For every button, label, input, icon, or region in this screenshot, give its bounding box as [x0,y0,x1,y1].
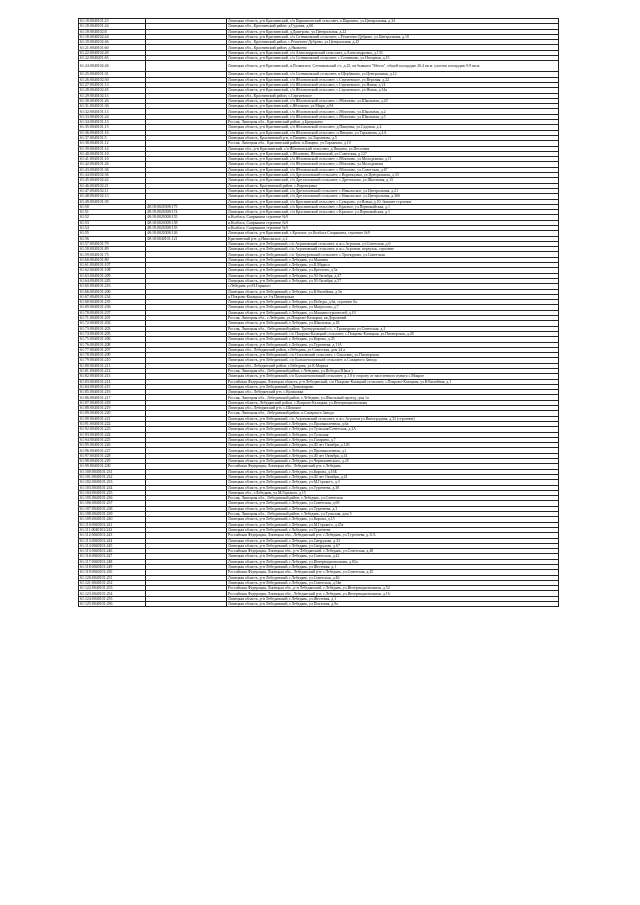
address-cell: Липецкая область, р-н Краснинский, с/п Яблоновский сельсовет, с.Сергиевское, ул.Новая, д.34а [227,88,559,93]
cadastral-number-cell: 61:91:0040101:222 [79,421,146,426]
address-cell: Липецкая область, р-н Лебедянский, г.Лебедянь, ул.Кирова, д.35 [227,337,559,342]
cadastral-number-cell: 61:47:0040102:11 [79,188,146,193]
cadastral-number-cell: 61:80:0040101:211 [79,363,146,368]
cadastral-number-cell: 61:49:0040101:39 [79,199,146,204]
cadastral-number-cell: 61:118:0040101:249 [79,564,146,569]
cadastral-number-cell: 61:48:0040102:13 [79,194,146,199]
cadastral-number-cell: 61:56 [79,236,146,241]
cadastral-number-cell: 61:107:0040101:238 [79,506,146,511]
cadastral-number-cell: 61:113:0040101:244 [79,538,146,543]
cadastral-number-cell: 61:121:0040101:252 [79,580,146,585]
address-cell: Липецкая обл., Лебедянский район, г.Лебедянь, ул.К.Маркса [227,363,559,368]
cadastral-number-cell: 61:65:0040101:216 [79,284,146,289]
cadastral-number-cell: 61:116:0040101:247 [79,554,146,559]
cadastral-number-cell: 61:39:0040101:14 [79,146,146,151]
cadastral-number-cell: 61:105:0040101:236 [79,496,146,501]
cadastral-number-cell: 61:22:0040102:49 [79,50,146,55]
address-cell: Липецкая область, р-н Лебедянский, г.Лебедянь, ул.Тургенева, д.3 [227,506,559,511]
table-row [79,602,559,607]
address-cell: Липецкая область, р-н Краснинский, с/п Дрезгаловский сельсовет, с.Дрезгалово, ул.Школьная, д.15 [227,178,559,183]
address-cell: Липецкая область, р-н Краснинский, с/п Дрезгаловский сельсовет, с.Никольское, ул.Центральная, д.21 [227,188,559,193]
address-cell: Липецкая область, р-н Лебедянский, г.Лебедянь, ул.Кирова, д.15 [227,517,559,522]
address-cell: Липецкая область, р-н Краснинский, с.Красное, ул.Колбаса Сапрыкина, строение №9 [227,231,559,236]
address-cell: Липецкая область, р-н Лебедянский, с/п Большепоповский сельсовет, д.1.0 в сторону от населенного пункта с.Мокрое [227,374,559,379]
address-cell: Липецкая область, р-н Краснинский, с/п Дрезгаловский сельсовет, с.Никольское, ул.Центральная, д.36б [227,194,559,199]
address-cell: Российская Федерация, Липецкая область, р-н Лебедянский, с/п Покрово-Казацкий сельсовет, с.Покрово-Казацкая, ул.Юбилейная, д.1 [227,379,559,384]
address-cell: Липецкая область, р-н Лебедянский, г.Лебедянь, ул.Юбилейная, д.5в [227,289,559,294]
address-cell: г.Лебедянь ул.М.Горького [227,284,559,289]
cadastral-number-cell: 61:25:0040101:31 [79,72,146,77]
address-cell: Липецкая область, р-н Лебедянский, г.Лебедянь, ул.Советская, д.42 [227,554,559,559]
address-cell: Липецкая область, р-н Лебедянский, г.Лебедянь, ул.Победы, д.6а, строение 6а [227,300,559,305]
address-cell: Липецкая область, р-н Лебедянский, с.Доможирово [227,384,559,389]
cadastral-number-cell: 61:100:0040101:231 [79,469,146,474]
address-cell: Липецкая область, Краснинский район, с.Воронцовка [227,183,559,188]
cadastral-number-cell: 61:24:0040102:26 [79,61,146,72]
address-cell: Липецкая область, р-н Лебедянский, г.Лебедянь, ул.Тургенева, д.38 [227,485,559,490]
cadastral-number-cell: 61:30:0040101:26 [79,98,146,103]
address-cell: Липецкая обл., Лебедянский район, г.Лебедянь, ул.Советская, дом 24 а [227,347,559,352]
address-cell: Липецкая область, р-н Лебедянский, г.Лебедянь, ул.Советская, д.69 [227,501,559,506]
cadastral-number-cell: 61:83:0040101:214 [79,379,146,384]
address-cell: п.Покрово-Казацкая, ул.1-я Пионерская [227,294,559,299]
address-cell: Липецкая область, р-н Лебедянский, г.Лебедянь, ул.Машиностроителей, д.10 [227,310,559,315]
address-cell: Липецкая область, р-н Лебедянский, с/п Агроновский сельсовет, п.ж.с.Агроном, переулок, строение [227,247,559,252]
cadastral-number-cell: 61:119:0040101:250 [79,570,146,575]
address-cell: Липецкая область, р-н Лебедянский, г.Лебедянь, ул.Свердлова, д.67 [227,543,559,548]
cadastral-number-cell: 61:54 [79,225,146,230]
address-cell: Липецкая область, р-н Лебедянский, г.Лебедянь, ул.Машина [227,257,559,262]
cadastral-number-cell: 61:35:0040101:15 [79,125,146,130]
address-cell: Российская Федерация, Липецкая обл., Лебедянский р-н, г.Лебедянь [227,464,559,469]
parcel-number-cell: 48:18:0020308:158 [146,220,227,225]
cadastral-number-cell: 61:37:0040101:5 [79,135,146,140]
cadastral-number-cell: 61:22:0040201:65 [79,56,146,61]
cadastral-number-cell: 61:79:0040101:210 [79,358,146,363]
address-cell: Липецкая область, р-н Краснинский, с/п Краснинский сельсовет, с.Суворово, ул.Новая, д.10, бывшее строение [227,199,559,204]
address-cell: Липецкая область, р-н Краснинский, с/п Александровский сельсовет, д.Александровка, д.133 [227,50,559,55]
address-cell: Липецкая область, р-н Краснинский, с/п Краснинский сельсовет, с.Красное, ул.Первомайская, д.1 [227,210,559,215]
address-cell: Краснинский р-н, д.Никольское, д.2 [227,236,559,241]
address-cell: Липецкая область, р-н Лебедянский, г.Лебедянь, ул.Жестевая, д.1 [227,596,559,601]
address-cell: Липецкая область, р-н Лебедянский, г.Лебедянь, ул.Интернациональная, д.82а [227,559,559,564]
address-cell: Липецкая область, р-н Лебедянский, с/п Агроновский сельсовет, п.ж.с.Агроном ул.Виноградная, д.32 (строение) [227,416,559,421]
cadastral-number-cell: 61:55 [79,231,146,236]
address-cell: Липецкая обл., Краснинский район, д.Гудовка, д.60 [227,24,559,29]
cadastral-number-cell: 61:108:0040101:239 [79,512,146,517]
address-cell: Липецкая область, р-н Краснинский, с/п Краснинский сельсовет, с.Красное, ул.Первомайская, д.1 [227,204,559,209]
cadastral-number-cell: 61:84:0040101:215 [79,384,146,389]
address-cell: Российская Федерация, Липецкая обл., Лебедянский р-н, г.Лебедянь, ул.Интернациональная, д.16 [227,591,559,596]
address-cell: Липецкая область, р-н Лебедянский, г.Лебедянь, ул.Матросова, д.7 [227,305,559,310]
cadastral-number-cell: 61:46:0040102:21 [79,183,146,188]
registry-rows [79,19,559,607]
address-cell: Липецкая область, р-н Краснинский, с/п Яблоновский сельсовет, с.Яблоново, ул.Школьная, д.20 [227,98,559,103]
cadastral-number-cell: 61:57:0040101:79 [79,241,146,246]
cadastral-number-cell: 61:52 [79,215,146,220]
cadastral-number-cell: 61:18:0040102:8 [79,29,146,34]
cadastral-number-cell: 61:18:0040102:46 [79,40,146,45]
address-cell: Россия, Липецкая обл., Лебедянский район, г.Лебедянь, ул.Советская [227,496,559,501]
cadastral-number-cell: 61:27:0040101:13 [79,82,146,87]
cadastral-number-cell: 61:103:0040101:234 [79,485,146,490]
address-cell: Россия, Липецкая обл., Лебедянский район, п.Сахарного Завода [227,411,559,416]
cadastral-number-cell: 61:89:0040101:220 [79,411,146,416]
address-cell: Россия, Липецкая обл., Краснинский район, д.Бредихино [227,120,559,125]
address-cell: Липецкая область, р-н Лебедянский, г.Лебедянь, ул.Промышленная, д.1 [227,448,559,453]
cadastral-number-cell: 61:112:0040101:243 [79,533,146,538]
address-cell: п.Колбаса, Сапрыкина строение №9 [227,225,559,230]
cadastral-number-cell: 61:66:0040101:206 [79,289,146,294]
cadastral-number-cell: 61:87:0040101:218 [79,400,146,405]
address-cell: Липецкая обл., Лебедянский р-н, с.Куликовка [227,390,559,395]
address-cell: Липецкая область, р-н Лебедянский, г.Лебедянь, ул.Советская, д.54в [227,580,559,585]
cadastral-number-cell: 61:101:0040101:232 [79,474,146,479]
address-cell: Липецкая обл., Краснинский район, с.Решетово-Дуброво, ул.Центральная, д.25 [227,40,559,45]
address-cell: Липецкая область, р-н Лебедянский, с/п Ольховский сельсовет, с.Ольховец, ул.Пионерская [227,353,559,358]
address-cell: Липецкая область, Лебедянский район, с.Покрово-Казацкая, ул.Интернациональная [227,400,559,405]
address-cell: Липецкая область, р-н Лебедянский, с/п Троекуровский сельсовет, с.Троекурово, ул.Советская [227,252,559,257]
address-cell: Липецкая область, р-н Лебедянский, г.Лебедянь, ул.Кирова, д.16Б [227,469,559,474]
address-cell: Липецкая область, р-н Краснинский, с/п Дрезгаловский сельсовет, с.Воронцовка, ул.Центральная, д.33 [227,173,559,178]
address-cell: Липецкая область, р-н Лебедянский, г.Лебедянь, ул.Тургенева, д.11А [227,342,559,347]
address-cell: Липецкая область, р-н Лебедянский, г.Лебедянь, ул.Почтовая, д.9а [227,602,559,607]
address-cell: Липецкая область, р-н Лебедянский, г.Лебедянь, ул.40 лет Октября, д.41 [227,474,559,479]
cadastral-number-cell: 61:111:0040101:242 [79,527,146,532]
cadastral-number-cell: 61:76:0040101:208 [79,342,146,347]
address-cell: Липецкая обл., Краснинский район, д.Яковлево [227,45,559,50]
table-row [79,61,559,72]
cadastral-number-cell: 61:50 [79,204,146,209]
cadastral-number-cell: 61:43:0040101:36 [79,167,146,172]
cadastral-number-cell: 61:59:0040101:75 [79,252,146,257]
cadastral-number-cell: 61:41:0040101:16 [79,157,146,162]
address-cell: Липецкая область, р-н Краснинский, с.Яблоново, Яблоновский, ул.Советская, д.127 [227,151,559,156]
address-cell: Липецкая область, р-н Лебедянский, г.Лебедянь, ул.Тульская/Советская, д.2А [227,427,559,432]
cadastral-number-cell: 61:77:0040101:207 [79,347,146,352]
cadastral-number-cell: 61:109:0040101:240 [79,517,146,522]
address-cell: Липецкая область, р-н Лебедянский, г.Лебедянь, ул.Чернышевского, д.25 [227,459,559,464]
address-cell: Россия, Липецкая обл., Краснинский район, п.Пищево, ул.Тарханова, д.10 [227,141,559,146]
address-cell: Липецкая область, р-н Краснинский, с/п Яблоновский сельсовет, д.Пищевка, ул.Садовая, д.2 [227,125,559,130]
cadastral-number-cell: 61:75:0040101:206 [79,337,146,342]
address-cell: Липецкая область, р-н Краснинский, с/п Яблоновский сельсовет, с.Яблоново, ул.Школьная, д.5 [227,114,559,119]
address-cell: Липецкая область, р-н Лебедянский, г.Лебедянь, ул.40 лет Октября, д.126 [227,443,559,448]
cadastral-number-cell: 61:90:0040101:221 [79,416,146,421]
cadastral-number-cell: 61:93:0040101:224 [79,432,146,437]
cadastral-number-cell: 61:117:0040101:248 [79,559,146,564]
address-cell: Липецкая область, р-н Лебедянский, г.Лебедянь, ул.Советская, д.46 [227,575,559,580]
cadastral-number-cell: 61:97:0040101:228 [79,453,146,458]
address-cell: Липецкая область, р-н Краснинский, с/п Яблоновский сельсовет, с.Сергиевское, ул.Верхняя, д.22 [227,77,559,82]
cadastral-number-cell: 61:18:0040102:44 [79,34,146,39]
address-cell: Российская Федерация, Липецкая обл., р-н Лебедянский, г.Лебедянь, ул.Интернациональная, д.52 [227,586,559,591]
address-cell: Липецкая область, р-н Лебедянский, г.Лебедянь, ул.Свердлова, д.33 [227,538,559,543]
cadastral-number-cell: 61:120:0040101:251 [79,575,146,580]
cadastral-number-cell: 61:42:0040101:26 [79,162,146,167]
cadastral-number-cell: 61:95:0040101:226 [79,443,146,448]
address-cell: Липецкая область, р-н Краснинский, с/п Яблоновский сельсовет, с.Яблоново, ул.Советская, д.67 [227,167,559,172]
cadastral-number-cell: 61:125:0040101:256 [79,602,146,607]
cadastral-number-cell: 61:40:0040101:10 [79,151,146,156]
address-cell: Липецкая область, р-н Лебедянский, г.Лебедянь, ул.К.Маркса [227,263,559,268]
cadastral-number-cell: 61:72:0040101:202 [79,321,146,326]
parcel-number-cell: 48:18:0020308:155 [146,215,227,220]
cadastral-number-cell: 61:61:0040101:107 [79,263,146,268]
address-cell: Липецкая область, р-н Лебедянский, г.Лебедянь, ул.Школьная, д.18 [227,321,559,326]
address-cell: Липецкая область, р-н Лебедянский, г.Лебедянь, ул.Жестевая, д.1 [227,564,559,569]
cadastral-number-cell: 61:45:0040102:42 [79,178,146,183]
registry-table [78,18,559,607]
address-cell: Липецкая область, р-н Лебедянский, г.Лебедянь, ул.50 Октября, д.57 [227,278,559,283]
cadastral-number-cell: 61:92:0040101:223 [79,427,146,432]
address-cell: Российская Федерация, Липецкая обл., р-н Лебедянский, г.Лебедянь, ул.Советская, д.48 [227,549,559,554]
address-cell: Россия, Липецкая обл., г.Лебедянь, ул.Покрово-Казацкая, кв.Дорожный [227,316,559,321]
address-cell: Российская Федерация, Липецкая обл., Лебедянский р-н, г.Лебедянь, ул.Советская, д.45 [227,570,559,575]
cadastral-number-cell: 61:53 [79,220,146,225]
address-cell: Липецкая область, р-н Краснинский, с/п Яблоновский сельсовет, с.Яблоново, ул.Молодежная, д.11 [227,157,559,162]
cadastral-number-cell: 61:71:0040101:201 [79,316,146,321]
address-cell: Липецкая область, р-н Краснинский, с/п Паршиновский сельсовет, п.Паршино, ул.Центральная, д.34 [227,19,559,24]
address-cell: Липецкая область, р-н Краснинский, с/п Яблоновский сельсовет, с.Яблоново, ул.Молодежная [227,162,559,167]
cadastral-number-cell: 61:81:0040101:212 [79,369,146,374]
address-cell: Липецкая обл., г.Лебедянь, ул.М.Горького, д.15 [227,490,559,495]
address-cell: Липецкая область, р-н Краснинский, с/п Яблоновский сельсовет, с.Яблоново, ул.Школьная, д.2 [227,109,559,114]
address-cell: Липецкая область, р-н Краснинский, с/п Яблоновский сельсовет, п.Пищево, ул.Тарханова, д.4А [227,130,559,135]
cadastral-number-cell: 61:32:0040101:13 [79,109,146,114]
address-cell: Липецкая область, р-н Краснинский, с/п Яблоновский сельсовет, с.Сергиевское, ул.Новая, д.14 [227,82,559,87]
address-cell: Липецкая область, р-н Лебедянский, с/п Агроновский сельсовет, п.ж.с.Агроном, ул.Советская, д.6 [227,241,559,246]
parcel-number-cell: 48:18:0020308:175 [146,204,227,209]
address-cell: п.Колбаса, Сапрыкина строение №9 [227,220,559,225]
address-cell: Российская Федерация, Липецкая обл., Лебедянский р-н, г.Лебедянь, ул.Тургенева, д.11А [227,533,559,538]
cadastral-number-cell: 61:26:0040102:30 [79,77,146,82]
cadastral-number-cell: 61:85:0040101:216 [79,390,146,395]
address-cell: Липецкая область, р-н Краснинский, с.Яблоново, ул.Мира, д.94 [227,104,559,109]
parcel-number-cell: 48:18:0020308:126 [146,231,227,236]
cadastral-number-cell: 61:115:0040101:246 [79,549,146,554]
address-cell: Липецкая область, р-н Лебедянский, г.Лебедянь, ул.М.Горького, д.25а [227,522,559,527]
cadastral-number-cell: 61:34:0040101:15 [79,120,146,125]
cadastral-number-cell: 61:58:0040101:89 [79,247,146,252]
address-cell: Липецкая область, р-н Лебедянский, г.Лебедянь, ул.50 Октября, д.47 [227,273,559,278]
document-page [78,18,558,607]
cadastral-number-cell: 61:29:0040102:13 [79,93,146,98]
address-cell: Липецкая область, р-н Краснинский, п.Полянское, Сотниковский с/с, д.25, на бывшем "Мечта", общей площадью 26,4 кв.м. участок площадью 9,9 кв.м. [227,61,559,72]
address-cell: Липецкая область, р-н Краснинский, с/п Сотниковский сельсовет, п.Щербаково, ул.Центральная, д.12 [227,72,559,77]
cadastral-number-cell: 61:31:0040101:36 [79,104,146,109]
cadastral-number-cell: 61:38:0040101:12 [79,141,146,146]
address-cell: Липецкая область, р-н Краснинский, с/п Сотниковский сельсовет, с.Сотниково, ул.Нагорная, д.15 [227,56,559,61]
address-cell: Липецкая область, р-н Лебедянский, г.Лебедянь, ул.40 лет Октября, д.41 [227,453,559,458]
cadastral-number-cell: 61:98:0040101:229 [79,459,146,464]
address-cell: Липецкая область, р-н Лебедянский, г.Лебедянь, ул.Гагарина, д.7 [227,437,559,442]
address-cell: Липецкая область, р-н Лебедянский, г.Лебедянь, ул.Тургенева [227,527,559,532]
cadastral-number-cell: 61:74:0040101:205 [79,331,146,336]
cadastral-number-cell: 61:104:0040101:235 [79,490,146,495]
address-cell: Липецкая обл., Краснинский район, с.Сергиевское [227,93,559,98]
cadastral-number-cell: 61:69:0040101:236 [79,305,146,310]
cadastral-number-cell: 61:68:0040101:235 [79,300,146,305]
cadastral-number-cell: 61:106:0040101:237 [79,501,146,506]
address-cell: п.Колбаса, Сапрыкина строение №9 [227,215,559,220]
address-cell: Липецкая область, Краснинский р-н, п.Пищево, ул.Тарханова, д.5 [227,135,559,140]
address-cell: Липецкая область, р-н Краснинский, с/п Сотниковский сельсовет, с.Решетово-Дуброво, ул.Центральная, д.10 [227,34,559,39]
address-cell: Россия, Липецкая обл., Лебедянский район, г.Лебедянь, ул.Победы (Школ.) [227,369,559,374]
cadastral-number-cell: 61:62:0040101:108 [79,268,146,273]
cadastral-number-cell: 61:60:0040101:80 [79,257,146,262]
cadastral-number-cell: 61:64:0040101:245 [79,278,146,283]
cadastral-number-cell: 61:86:0040101:217 [79,395,146,400]
parcel-number-cell: 48:18:0020308:155 [146,225,227,230]
cadastral-number-cell: 61:99:0040101:230 [79,464,146,469]
address-cell: Липецкая область, р-н Лебедянский, с/п Большепоповский сельсовет, п.Сахарного Завода [227,358,559,363]
cadastral-number-cell: 61:67:0040101:234 [79,294,146,299]
address-cell: Липецкая обл., Лебедянский р-н, с.Шовское [227,406,559,411]
cadastral-number-cell: 61:94:0040101:225 [79,437,146,442]
parcel-number-cell: 48:18:0020308:174 [146,210,227,215]
cadastral-number-cell: 61:18:0040101:23 [79,19,146,24]
cadastral-number-cell: 61:36:0040101:16 [79,130,146,135]
cadastral-number-cell: 61:21:0040101:60 [79,45,146,50]
cadastral-number-cell: 61:44:0040102:36 [79,173,146,178]
cadastral-number-cell: 61:123:0040101:254 [79,591,146,596]
address-cell: Липецкая область, р-н Краснинский, д.Дмитрово, ул.Центральная, д.22 [227,29,559,34]
address-cell: Россия, Липецкая обл., Лебедянский район, г.Лебедянь, ул.Тульская, дом 5 [227,512,559,517]
cadastral-number-cell: 61:110:0040101:241 [79,522,146,527]
address-cell: Липецкая область, р-н Лебедянский, г.Лебедянь, ул.Тульская [227,432,559,437]
cadastral-number-cell: 61:73:0040101:203 [79,326,146,331]
parcel-number-cell [146,602,227,607]
address-cell: Липецкая обл., р-н Краснинский, с/п Яблоновский сельсовет, д.Пищево, ул.Песочная [227,146,559,151]
cadastral-number-cell: 61:18:0040101:24 [79,24,146,29]
cadastral-number-cell: 61:88:0040101:219 [79,406,146,411]
cadastral-number-cell: 61:124:0040101:255 [79,596,146,601]
address-cell: Липецкая область, р-н Лебедянский, г.Лебедянь, ул.М.Горького, д.3 [227,480,559,485]
address-cell: Липецкая область, р-н Лебедянский, г.Лебедянь, ул.Промышленная, д.6а [227,421,559,426]
parcel-number-cell [146,61,227,72]
parcel-number-cell: 48:18:0040101:121 [146,236,227,241]
cadastral-number-cell: 61:102:0040101:233 [79,480,146,485]
cadastral-number-cell: 61:63:0040101:209 [79,273,146,278]
cadastral-number-cell: 61:82:0040101:213 [79,374,146,379]
cadastral-number-cell: 61:122:0040101:253 [79,586,146,591]
address-cell: Липецкая область, р-н Лебедянский, г.Лебедянь, ул.Креглова, д.5а [227,268,559,273]
cadastral-number-cell: 61:114:0040101:245 [79,543,146,548]
address-cell: Липецкая область, р-н Лебедянский, с/п Покрово-Казацкий сельсовет, с.Покрово-Казацкая, ул.Пионерская, д.28 [227,331,559,336]
cadastral-number-cell: 61:70:0040101:237 [79,310,146,315]
address-cell: Россия, Липецкая обл., Лебедянский район, Троекуровский с/с, с.Троекурово ул.Советская, д.2 [227,326,559,331]
cadastral-number-cell: 61:28:0040102:45 [79,88,146,93]
cadastral-number-cell: 61:51 [79,210,146,215]
cadastral-number-cell: 61:33:0040101:24 [79,114,146,119]
cadastral-number-cell: 61:78:0040101:209 [79,353,146,358]
cadastral-number-cell: 61:96:0040101:227 [79,448,146,453]
address-cell: Россия, Липецкая обл., Лебедянский район, г.Лебедянь, ул.Школьный проезд, дом 1а [227,395,559,400]
